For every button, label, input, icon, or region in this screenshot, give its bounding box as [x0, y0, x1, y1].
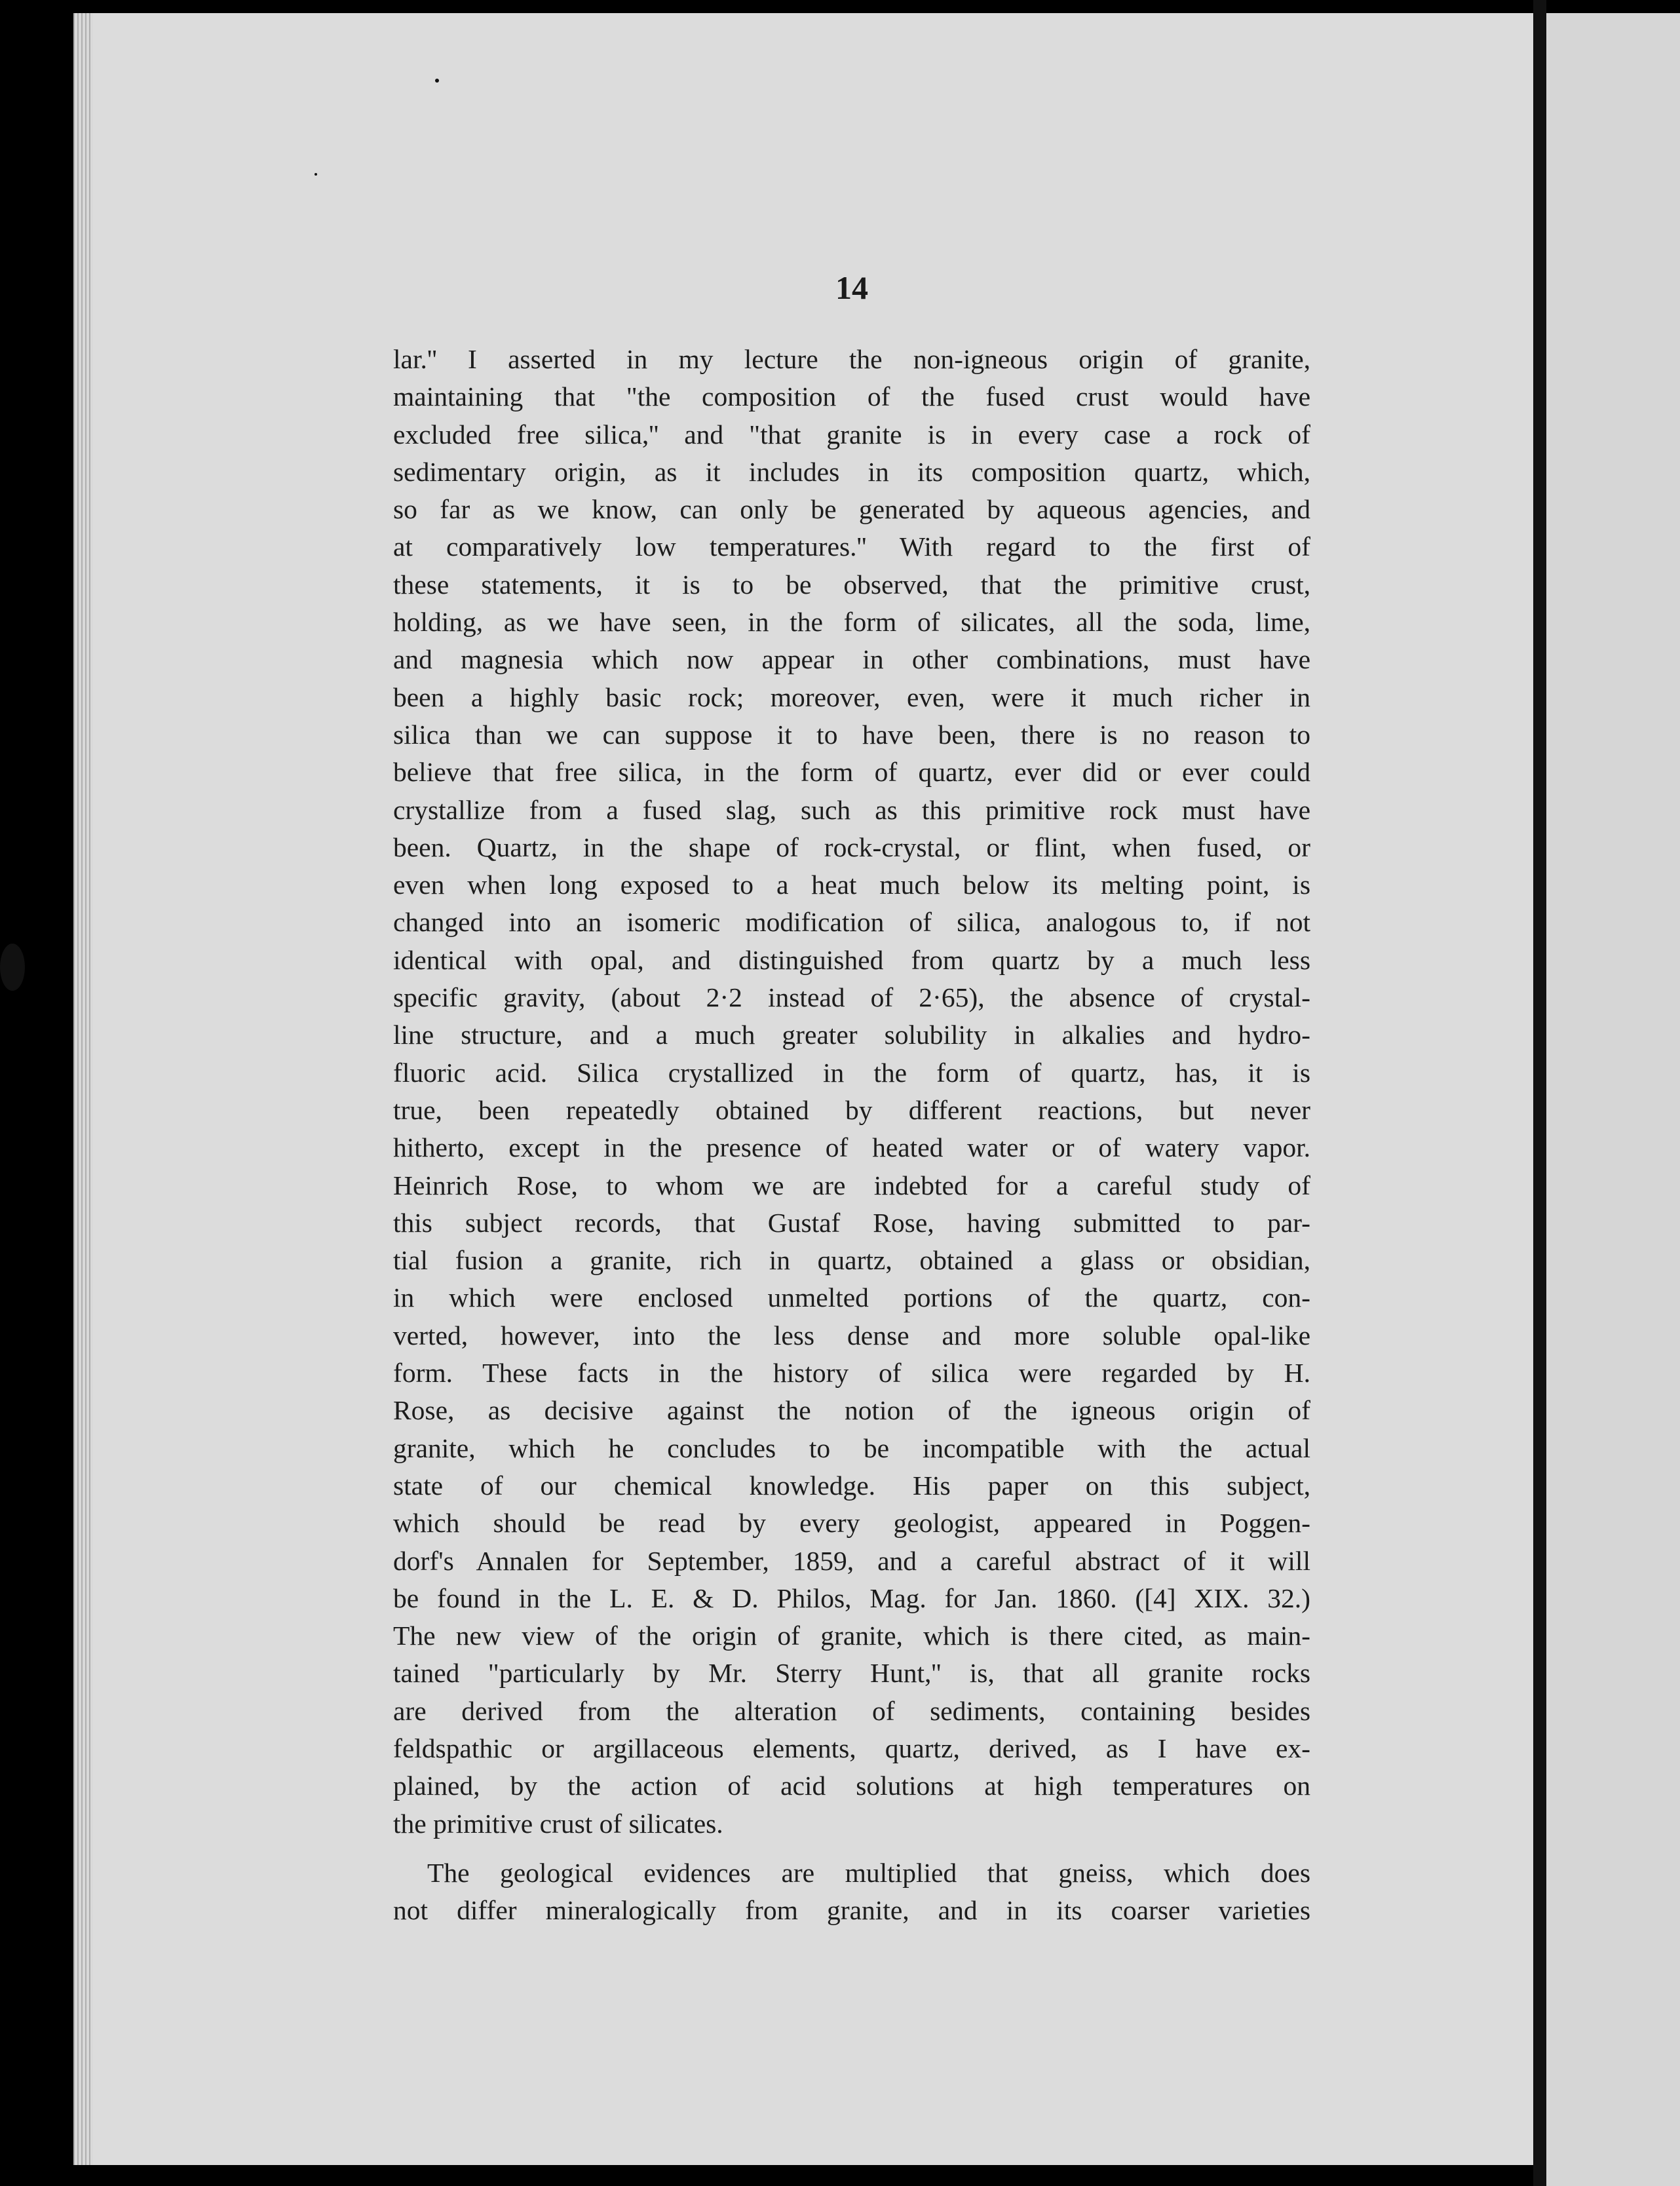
page-edge: [73, 13, 93, 2165]
text-line: tial fusion a granite, rich in quartz, obtained a glass or obsidian,: [393, 1245, 1310, 1276]
page-number: 14: [835, 269, 868, 306]
ink-speck: [315, 173, 317, 176]
text-line: maintaining that "the composition of the fused crust would have: [393, 381, 1310, 412]
text-line: verted, however, into the less dense and more soluble opal-like: [393, 1320, 1310, 1351]
text-line: holding, as we have seen, in the form of silicates, all the soda, lime,: [393, 607, 1310, 638]
text-line: hitherto, except in the presence of heated water or of watery vapor.: [393, 1132, 1310, 1163]
text-line: excluded free silica,'' and "that granite is in every case a rock of: [393, 419, 1310, 450]
ink-speck: [0, 944, 25, 991]
body-text: [393, 341, 1310, 1929]
text-line: The new view of the origin of granite, which is there cited, as main-: [393, 1620, 1310, 1651]
text-line: lar.'' I asserted in my lecture the non-igneous origin of granite,: [393, 344, 1310, 374]
text-line: changed into an isomeric modification of silica, analogous to, if not: [393, 907, 1310, 938]
text-line: and magnesia which now appear in other combinations, must have: [393, 644, 1310, 675]
text-line: been. Quartz, in the shape of rock-crystal, or flint, when fused, or: [393, 832, 1310, 862]
book-gutter: [1533, 0, 1546, 2186]
text-line: specific gravity, (about 2·2 instead of 2·65), the absence of crystal-: [393, 982, 1310, 1013]
text-line: granite, which he concludes to be incompatible with the actual: [393, 1432, 1310, 1463]
text-line: silica than we can suppose it to have been, there is no reason to: [393, 719, 1310, 750]
text-line: true, been repeatedly obtained by different reactions, but never: [393, 1094, 1310, 1125]
text-line: the primitive crust of silicates.: [393, 1808, 723, 1839]
text-line: Rose, as decisive against the notion of the igneous origin of: [393, 1395, 1310, 1426]
text-line: these statements, it is to be observed, that the primitive crust,: [393, 569, 1310, 600]
text-line: tained "particularly by Mr. Sterry Hunt,'' is, that all granite rocks: [393, 1658, 1310, 1689]
text-line: feldspathic or argillaceous elements, quartz, derived, as I have ex-: [393, 1733, 1310, 1763]
text-line: not differ mineralogically from granite, and in its coarser varieties: [393, 1895, 1310, 1926]
text-line: The geological evidences are multiplied that gneiss, which does: [427, 1857, 1310, 1888]
ink-speck: [435, 79, 439, 83]
text-line: identical with opal, and distinguished from quartz by a much less: [393, 944, 1310, 975]
text-line: plained, by the action of acid solutions at high temperatures on: [393, 1771, 1310, 1801]
text-line: in which were enclosed unmelted portions of the quartz, con-: [393, 1282, 1310, 1313]
text-line: fluoric acid. Silica crystallized in the form of quartz, has, it is: [393, 1057, 1310, 1088]
text-line: crystallize from a fused slag, such as this primitive rock must have: [393, 794, 1310, 825]
text-line: at comparatively low temperatures.'' With regard to the first of: [393, 531, 1310, 562]
text-line: Heinrich Rose, to whom we are indebted for a careful study of: [393, 1170, 1310, 1200]
text-line: dorf's Annalen for September, 1859, and a careful abstract of it will: [393, 1545, 1310, 1576]
text-line: so far as we know, can only be generated by aqueous agencies, and: [393, 494, 1310, 525]
text-line: this subject records, that Gustaf Rose, having submitted to par-: [393, 1207, 1310, 1238]
text-line: line structure, and a much greater solubility in alkalies and hydro-: [393, 1020, 1310, 1050]
text-line: which should be read by every geologist, appeared in Poggen-: [393, 1508, 1310, 1539]
paragraph: [393, 341, 1310, 1843]
text-line: believe that free silica, in the form of quartz, ever did or ever could: [393, 757, 1310, 788]
adjacent-page: [1546, 13, 1680, 2186]
text-line: even when long exposed to a heat much below its melting point, is: [393, 870, 1310, 900]
text-line: form. These facts in the history of silica were regarded by H.: [393, 1358, 1310, 1389]
text-line: state of our chemical knowledge. His paper on this subject,: [393, 1470, 1310, 1501]
text-line: are derived from the alteration of sediments, containing besides: [393, 1695, 1310, 1726]
text-line: be found in the L. E. & D. Philos, Mag. for Jan. 1860. ([4] XIX. 32.): [393, 1582, 1310, 1613]
text-line: sedimentary origin, as it includes in its composition quartz, which,: [393, 456, 1310, 487]
paragraph: [393, 1854, 1310, 1930]
text-line: been a highly basic rock; moreover, even, were it much richer in: [393, 681, 1310, 712]
